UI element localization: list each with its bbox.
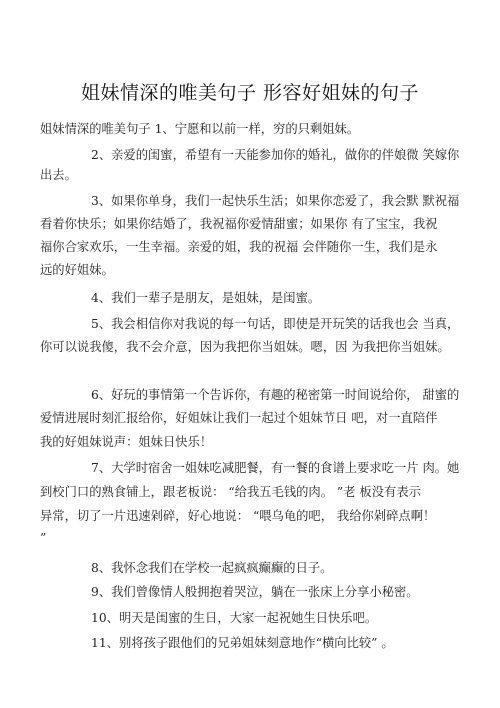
paragraph-line: 4、我们一辈子是朋友，是姐妹，是闺蜜。 xyxy=(91,291,321,305)
paragraph-line: 出去。 xyxy=(40,168,77,182)
paragraph-line: 我的好姐妹说声：姐妹日快乐！ xyxy=(40,435,213,449)
paragraph-line: 看着你快乐；如果你结婚了，我祝福你爱情甜蜜；如果你 有了宝宝，我祝 xyxy=(40,217,438,231)
paragraph-line: 2、亲爱的闺蜜，希望有一天能参加你的婚礼，做你的伴娘微 笑嫁你 xyxy=(91,148,460,162)
paragraph-line: 5、我会相信你对我说的每一句话，即使是开玩笑的话我也会 当真， xyxy=(91,317,460,331)
paragraph-line: 你可以说我傻，我不会介意，因为我把你当姐妹。嗯，因 为我把你当姐妹。 xyxy=(40,340,450,354)
paragraph-line: 8、我怀念我们在学校一起疯疯癫癫的日子。 xyxy=(91,561,333,575)
page-title: 姐妹情深的唯美句子 形容好姐妹的句子 xyxy=(80,82,420,104)
paragraph-line: 爱情进展时刻汇报给你，好姐妹让我们一起过个姐妹节日 吧，对一直陪伴 xyxy=(40,411,438,425)
paragraph-line: 11、别将孩子跟他们的兄弟姐妹刻意地作“横向比较” 。 xyxy=(91,636,394,650)
paragraph-line: 远的好姐妹。 xyxy=(40,263,114,277)
paragraph-line: ” xyxy=(40,531,47,545)
paragraph-line: 3、如果你单身，我们一起快乐生活；如果你恋爱了，我会默 默祝福 xyxy=(91,194,460,208)
paragraph-line: 9、我们曾像情人般拥抱着哭泣，躺在一张床上分享小秘密。 xyxy=(91,585,419,599)
paragraph-line: 福你合家欢乐，一生幸福。亲爱的姐，我的祝福 会伴随你一生，我们是永 xyxy=(40,240,438,254)
paragraph-line: 10、明天是闺蜜的生日，大家一起祝她生日快乐吧。 xyxy=(91,611,378,625)
paragraph-line: 异常，切了一片迅速剁碎，好心地说： “喂乌龟的吧， 我给你剁碎点啊！ xyxy=(40,509,436,523)
paragraph-line: 到校门口的熟食铺上，跟老板说： “给我五毛钱的肉。 ”老 板没有表示 xyxy=(40,485,421,499)
paragraph-line: 7、大学时宿舍一姐妹吃减肥餐，有一餐的食谱上要求吃一片 肉。她 xyxy=(91,461,460,475)
paragraph-line: 6、好玩的事情第一个告诉你，有趣的秘密第一时间说给你， 甜蜜的 xyxy=(91,388,460,402)
paragraph-line: 姐妹情深的唯美句子 1、宁愿和以前一样，穷的只剩姐妹。 xyxy=(40,122,360,136)
